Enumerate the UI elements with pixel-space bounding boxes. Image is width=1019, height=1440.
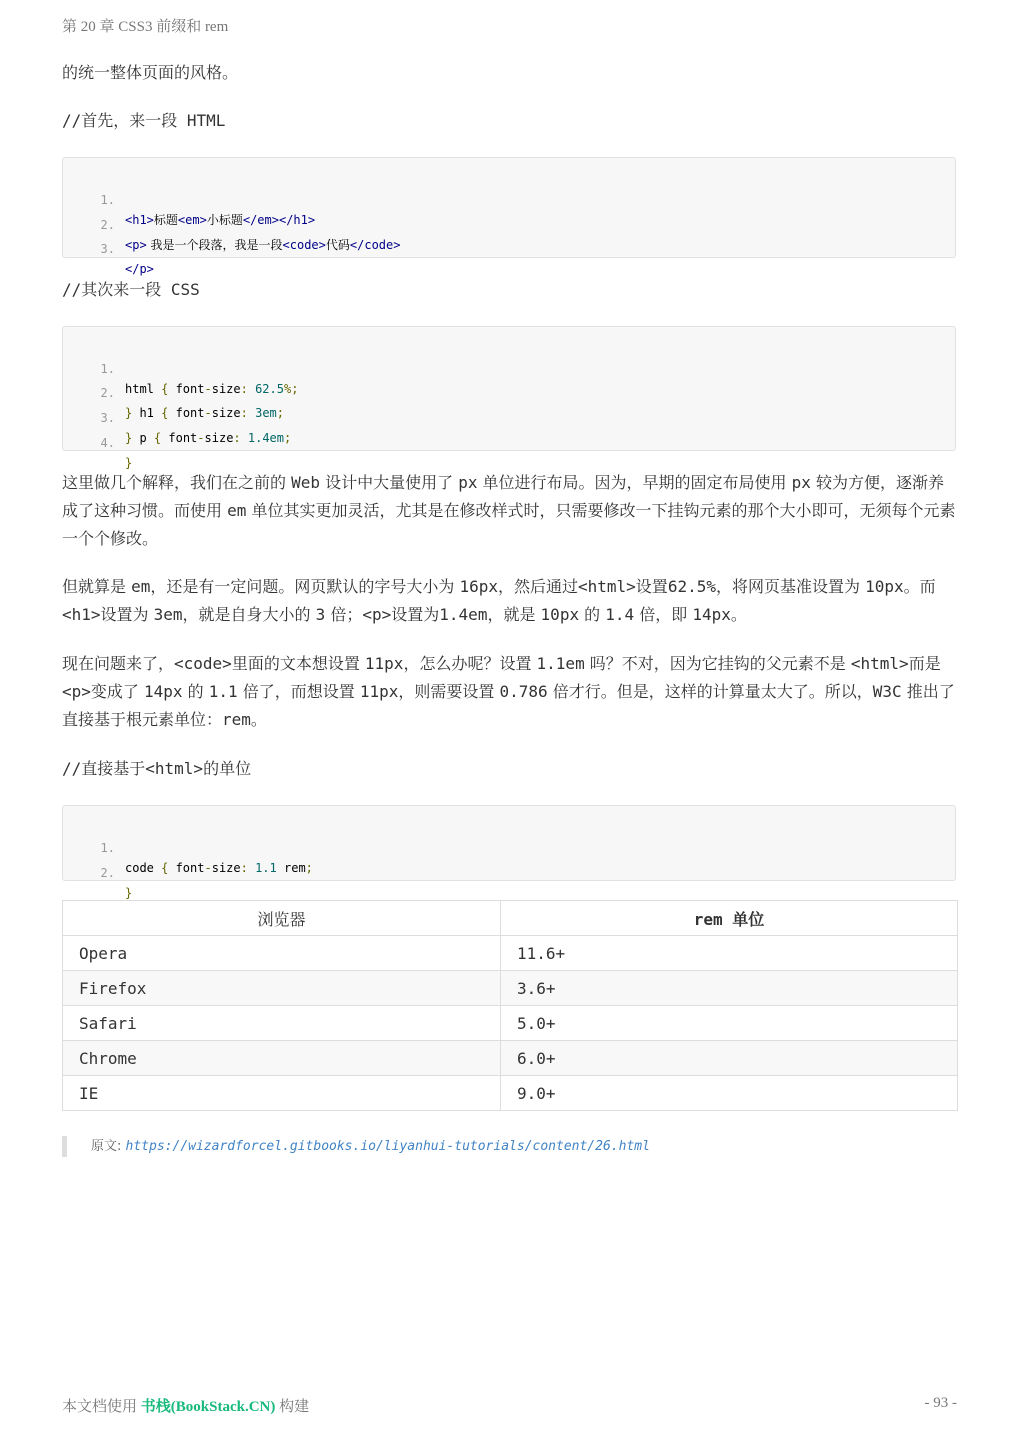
table-cell-version: 9.0+ — [501, 1076, 958, 1111]
text-run: ，就是自身大小的 — [182, 605, 316, 624]
paragraph-explain-3 — [62, 650, 958, 734]
text-run: 。 — [730, 605, 747, 624]
code-token: <code> — [282, 238, 326, 252]
code-token: </code> — [349, 238, 401, 252]
table-cell-browser: IE — [63, 1076, 501, 1111]
text-run: 1.4em — [439, 605, 488, 624]
line-number: 2. — [100, 866, 115, 880]
code-token: 3em — [247, 406, 277, 420]
table-cell-version: 6.0+ — [501, 1041, 958, 1076]
line-number: 4. — [100, 436, 115, 450]
code-token: p — [132, 431, 154, 445]
comment-rem — [62, 755, 958, 783]
text-run: 设计中大量使用了 — [320, 473, 459, 492]
code-token: 62.5 — [247, 382, 284, 396]
table-row — [63, 1041, 958, 1076]
footer-prefix: 本文档使用 — [62, 1399, 141, 1415]
table-row — [63, 1006, 958, 1041]
code-token: rem — [276, 861, 306, 875]
code-token: size — [211, 861, 241, 875]
text-run: 14px — [144, 682, 183, 701]
code-token: size — [211, 382, 241, 396]
text-run: ，则需要设置 — [398, 682, 500, 701]
text-run: 10px — [540, 605, 580, 624]
table-header-browser: 浏览器 — [63, 901, 501, 936]
code-token: 1.4em — [240, 431, 285, 445]
text-run: 倍，即 — [634, 605, 693, 624]
text-run: 推出了直接基于根元素单位： — [62, 682, 955, 729]
table-cell-browser: Firefox — [63, 971, 501, 1006]
code-token: { — [161, 861, 169, 875]
code-token: ; — [305, 861, 313, 875]
text-run: em — [227, 501, 247, 520]
code-token: h1 — [132, 406, 162, 420]
table-header-rem — [501, 901, 958, 936]
code-line — [63, 339, 299, 396]
text-run: 现在问题来了， — [62, 654, 175, 673]
code-token: } — [125, 886, 133, 900]
text-run: px — [791, 473, 811, 492]
table-cell-version: 5.0+ — [501, 1006, 958, 1041]
line-number: 1. — [100, 193, 115, 207]
code-block-rem — [62, 805, 956, 900]
code-token: ; — [284, 431, 292, 445]
text-run: 这里做几个解释，我们在之前的 — [62, 473, 292, 492]
text-run: ，就是 — [487, 605, 541, 624]
code-line — [63, 843, 133, 900]
code-token: : — [240, 406, 248, 420]
text-run: 。而 — [903, 577, 936, 596]
text-run: em — [131, 577, 151, 596]
text-run: 0.786 — [499, 682, 548, 701]
source-label: 原文: — [91, 1139, 122, 1154]
source-link[interactable]: https://wizardforcel.gitbooks.io/liyanhui-tutorials/content/26.html — [125, 1139, 650, 1154]
text-run: 单位其实更加灵活，尤其是在修改样式时，只需要修改一下挂钩元素的那个大小即可，无须每个元素一个个修改。 — [62, 501, 956, 548]
text-run: <code> — [174, 654, 232, 673]
code-token: } — [125, 456, 133, 470]
line-number: 2. — [100, 386, 115, 400]
comment-html — [62, 107, 958, 135]
text-run: 倍才行。但是，这样的计算量太大了。所以， — [547, 682, 873, 701]
table-row — [63, 971, 958, 1006]
code-token: } — [125, 406, 133, 420]
code-token: <p> — [125, 238, 147, 252]
text-run: 单位进行布局。因为，早期的固定布局使用 — [477, 473, 792, 492]
text-run: 吗？不对，因为它挂钩的父元素不是 — [584, 654, 851, 673]
text-run: <h1> — [62, 605, 101, 624]
text-run: 设置 — [635, 577, 668, 596]
code-token: code — [125, 861, 162, 875]
footer-credit — [62, 1395, 309, 1416]
text-run: 设置为 — [391, 605, 440, 624]
footer-suffix: 构建 — [275, 1399, 310, 1415]
comment-css — [62, 276, 958, 304]
code-token: 我是一个段落，我是一段 — [146, 238, 283, 252]
text-run: 11px — [359, 682, 399, 701]
code-token: ; — [276, 406, 285, 420]
line-number: 1. — [100, 841, 115, 855]
text-run: 1.1em — [536, 654, 585, 673]
table-row — [63, 1076, 958, 1111]
browser-rem-table — [62, 900, 958, 1111]
table-row — [63, 936, 958, 971]
code-token: { — [161, 382, 169, 396]
comment-rem-text: //直接基于<html>的单位 — [62, 759, 252, 778]
text-run: Web — [291, 473, 320, 492]
text-run: 倍； — [325, 605, 363, 624]
code-token: font — [168, 861, 205, 875]
table-cell-browser: Chrome — [63, 1041, 501, 1076]
code-token: : — [240, 382, 248, 396]
paragraph-explain-1 — [62, 469, 958, 553]
text-run: 3 — [315, 605, 326, 624]
code-line — [63, 413, 133, 470]
text-run: <p> — [362, 605, 392, 624]
code-token: - — [204, 861, 212, 875]
text-run: W3C — [872, 682, 902, 701]
code-token: : — [240, 861, 248, 875]
code-token: 1.1 — [247, 861, 277, 875]
text-run: 的 — [579, 605, 606, 624]
code-token: - — [204, 382, 212, 396]
table-cell-browser: Opera — [63, 936, 501, 971]
text-run: 的 — [182, 682, 209, 701]
text-run: ，怎么办呢？设置 — [403, 654, 537, 673]
code-token: font — [168, 406, 205, 420]
table-header-row — [63, 901, 958, 936]
code-token: html — [125, 382, 162, 396]
code-token: - — [197, 431, 205, 445]
code-token: - — [204, 406, 212, 420]
page-number: - 93 - — [924, 1395, 957, 1411]
code-token: <h1> — [125, 213, 154, 227]
code-token: %; — [283, 382, 299, 396]
text-run: 较为方便，逐渐养成了这种习惯。而使用 — [62, 473, 944, 520]
code-line — [63, 170, 316, 227]
text-run: <p> — [62, 682, 91, 701]
text-run: 1.4 — [605, 605, 635, 624]
code-token: 标题 — [153, 213, 178, 227]
text-run: px — [458, 473, 478, 492]
text-run: 62.5% — [667, 577, 716, 596]
code-token: <em> — [177, 213, 207, 227]
text-run: 。 — [250, 710, 267, 729]
paragraph-explain-2 — [62, 573, 958, 629]
code-token: : — [233, 431, 241, 445]
code-token: size — [204, 431, 234, 445]
table-header-rem-text: rem 单位 — [693, 909, 765, 929]
comment-css-text: //其次来一段 CSS — [62, 280, 200, 299]
text-run: 里面的文本想设置 — [231, 654, 365, 673]
table-cell-browser: Safari — [63, 1006, 501, 1041]
text-run: ，将网页基准设置为 — [715, 577, 866, 596]
text-run: rem — [222, 710, 251, 729]
line-number: 3. — [100, 242, 115, 256]
text-run: ，然后通过 — [497, 577, 578, 596]
text-run: 而是 — [908, 654, 941, 673]
text-run: <html> — [578, 577, 636, 596]
table-cell-version: 3.6+ — [501, 971, 958, 1006]
code-token: 代码 — [325, 238, 350, 252]
text-run: <html> — [850, 654, 909, 673]
text-run: 1.1 — [208, 682, 238, 701]
code-token: size — [211, 406, 241, 420]
text-run: 14px — [692, 605, 731, 624]
line-number: 1. — [100, 362, 115, 376]
code-token: { — [153, 431, 162, 445]
text-run: 10px — [865, 577, 904, 596]
code-token: { — [161, 406, 169, 420]
code-block-css — [62, 326, 956, 470]
source-quote — [62, 1136, 650, 1157]
line-number: 2. — [100, 218, 115, 232]
table-cell-version: 11.6+ — [501, 936, 958, 971]
code-token: </p> — [125, 262, 154, 276]
text-run: 3em — [153, 605, 183, 624]
paragraph-intro: 的统一整体页面的风格。 — [62, 63, 239, 82]
text-run: 16px — [459, 577, 498, 596]
code-block-html — [62, 157, 956, 276]
code-token: font — [168, 382, 205, 396]
code-token: </em></h1> — [242, 213, 316, 227]
code-token: font — [161, 431, 198, 445]
text-run: 设置为 — [100, 605, 154, 624]
text-run: 变成了 — [90, 682, 144, 701]
line-number: 3. — [100, 411, 115, 425]
comment-html-text: //首先，来一段 HTML — [62, 111, 226, 130]
text-run: 但就算是 — [62, 577, 132, 596]
page-header-chapter: 第 20 章 CSS3 前缀和 rem — [62, 19, 229, 35]
footer-brand-link[interactable]: 书栈(BookStack.CN) — [140, 1399, 276, 1415]
text-run: ，还是有一定问题。网页默认的字号大小为 — [150, 577, 460, 596]
code-token: 小标题 — [206, 213, 243, 227]
text-run: 11px — [364, 654, 404, 673]
text-run: 倍了，而想设置 — [237, 682, 360, 701]
code-token: } — [125, 431, 133, 445]
code-line — [63, 818, 313, 875]
